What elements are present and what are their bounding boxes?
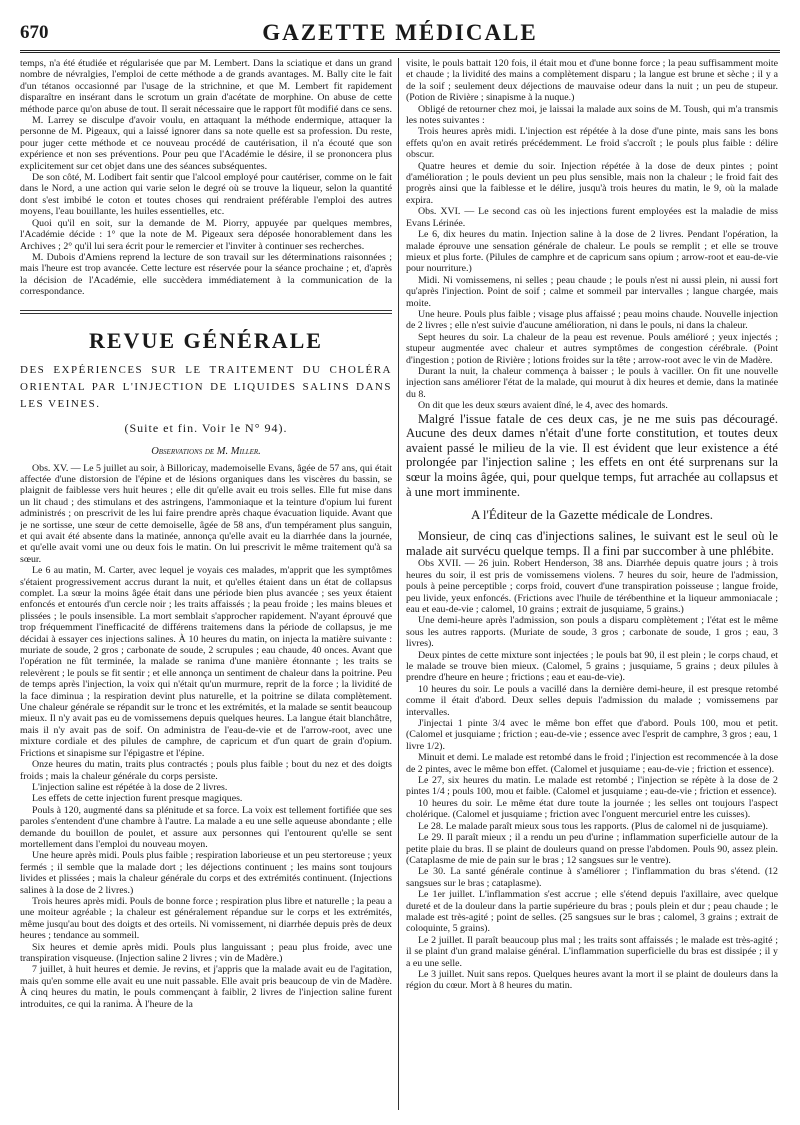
paragraph: Le 27, six heures du matin. Le malade est retombé ; l'injection se répète à la dose de 2 pintes 1/4 ; pouls 100, mou et faible. (Calomel et jusquiame ; eau-de-vie ; friction et essence). — [406, 775, 778, 798]
paragraph: visite, le pouls battait 120 fois, il était mou et d'une bonne force ; la peau suffisamment moite et chaude ; la lividité des mains a complètement disparu ; la langue est brune et sèche ; il y a de la soif ; seulement deux déjections de mauvaise odeur dans la nuit ; un peu de stupeur. (Potion de Rivière ; sinapisme à la nuque.) — [406, 58, 778, 104]
paragraph: Trois heures après midi. Pouls de bonne force ; respiration plus libre et naturelle ; la peau a une moiteur agréable ; la chaleur est généralement répandue sur le corps et les extrémités, même jusqu'au bout des doigts et des orteils. Ni vomissement, ni diarrhée depuis près de deux heures ; tendance au sommeil. — [20, 895, 392, 942]
paragraph: Le 3 juillet. Nuit sans repos. Quelques heures avant la mort il se plaint de douleurs dans la région du cœur. Mort à 8 heures du matin. — [406, 968, 778, 992]
paragraph: Trois heures après midi. L'injection est répétée à la dose d'une pinte, mais sans les bons effets qu'on en avait retirés précédemment. Le froid s'accroît ; le pouls plus faible : délire obscur. — [406, 126, 778, 161]
paragraph-large: Monsieur, de cinq cas d'injections salines, le suivant est le seul où le malade ait survécu quelque temps. Il a fini par succomber à une phlébite. — [406, 529, 778, 558]
section-title: REVUE GÉNÉRALE — [89, 327, 323, 353]
paragraph: Six heures et demie après midi. Pouls plus languissant ; peau plus froide, avec une transpiration visqueuse. (Injection saline 2 livres ; vin de Madère.) — [20, 941, 392, 964]
paragraph: 10 heures du soir. Le pouls a vacillé dans la dernière demi-heure, il est presque retombé comme il était d'abord. Deux selles depuis l'admission du malade ; vomissemens par intervalles. — [406, 683, 778, 718]
paragraph: M. Dubois d'Amiens reprend la lecture de son travail sur les déterminations raisonnées ; mais l'heure est trop avancée. Cette lecture est réservée pour la séance prochaine ; et, d'après la décision de l'Académie, elle succèdera immédiatement à la communication de la correspondance. — [20, 251, 392, 298]
paragraph: Le 29. Il paraît mieux ; il a rendu un peu d'urine ; inflammation superficielle autour de la petite plaie du bras. Il se plaint de douleurs quand on presse l'abdomen. Pouls 90, assez plein. (Cataplasme de mie de pain sur le bras ; 12 sangsues sur le ventre). — [406, 832, 778, 866]
paragraph: temps, n'a été étudiée et régularisée que par M. Lembert. Dans la sciatique et dans un grand nombre de névralgies, l'emploi de cette méthode a de grands avantages. M. Bally cite le fait d'un tétanos occasionné par l'usage de la strichnine, et que M. Lembert fit rapidement disparaître en insérant dans le scrotum un grain d'acétate de morphine. On abuse de cette méthode parce qu'on abuse de tout. Il serait nécessaire que le rapport fût modifié dans ce sens. — [20, 58, 392, 115]
paragraph: Le 1er juillet. L'inflammation s'est accrue ; elle s'étend depuis l'axillaire, avec quelque dureté et de la douleur dans la partie supérieure du bras ; pouls plein et dur ; peau chaude ; le malade est très-agité ; point de selles. (25 sangsues sur le bras ; calomel, 3 grains ; extrait de coloquinte, 5 grains). — [406, 889, 778, 935]
paragraph: L'injection saline est répétée à la dose de 2 livres. — [32, 781, 228, 793]
paragraph: Minuit et demi. Le malade est retombé dans le froid ; l'injection est recommencée à la dose de 2 pintes, avec le même bon effet. (Calomel et jusquiame ; eau-de-vie ; friction et essence). — [406, 752, 778, 775]
paragraph: J'injectai 1 pinte 3/4 avec le même bon effet que d'abord. Pouls 100, mou et petit. (Calomel et jusquiame ; friction ; eau-de-vie ; essence avec l'esprit de camphre, 3 gros ; eau, 1 livre 1/2). — [406, 718, 778, 752]
paragraph: Les effets de cette injection furent presque magiques. — [32, 793, 243, 805]
observations-heading: Observations de M. Miller. — [151, 445, 261, 457]
right-column — [406, 58, 778, 1110]
paragraph: Durant la nuit, la chaleur commença à baisser ; le pouls à vaciller. On fit une nouvelle injection sans améliorer l'état de la malade, qui mourut à dix heures et demie, dans la matinée du 8. — [406, 365, 778, 400]
page-number: 670 — [20, 22, 49, 43]
paragraph: De son côté, M. Lodibert fait sentir que l'alcool employé pour cautériser, comme on le fait dans le Nord, a une action qui varie selon le degré où se trouve la liqueur, selon la quantité dont s'est imbibé le coton et toutes choses qui rendraient préférable l'emploi des autres moyens, l'eau bouillante, les huiles essentielles, etc. — [20, 172, 392, 218]
paragraph: Deux pintes de cette mixture sont injectées ; le pouls bat 90, il est plein ; le corps chaud, et le malade se trouve bien mieux. (Calomel, 5 grains ; jusquiame, 5 grains ; deux pilules à prendre d'heure en heure ; frictions ; eau et eau-de-vie). — [406, 649, 778, 684]
columns — [20, 58, 780, 1110]
paragraph: Onze heures du matin, traits plus contractés ; pouls plus faible ; bout du nez et des doigts froids ; mais la chaleur générale du corps persiste. — [20, 759, 392, 782]
paragraph: Obs XVII. — 26 juin. Robert Henderson, 38 ans. Diarrhée depuis quatre jours ; à trois heures du soir, il est pris de vomissemens violens. 7 heures du soir, heure de l'admission, pouls à peine perceptible ; corps froid, couvert d'une transpiration poisseuse ; langue froide, peu livide, yeux enfoncés. (Frictions avec l'huile de térébenthine et la liqueur ammoniacale ; eau et eau-de-vie ; calomel, 10 grains ; extrait de jusquiame, 5 grains.) — [406, 558, 778, 615]
paragraph: On dit que les deux sœurs avaient dîné, le 4, avec des homards. — [418, 400, 668, 412]
paragraph: Une heure. Pouls plus faible ; visage plus affaissé ; peau moins chaude. Nouvelle injection de 2 livres ; elle n'est suivie d'aucune amélioration, ni dans le pouls, ni dans la chaleur. — [406, 308, 778, 332]
editor-heading: A l'Éditeur de la Gazette médicale de Londres. — [470, 507, 714, 523]
paragraph: Pouls à 120, augmenté dans sa plénitude et sa force. La voix est tellement fortifiée que ses paroles s'entendent d'une chambre à l'autre. La malade a eu une selle aqueuse abondante ; elle demande du bouillon de poulet, et assure aux personnes qui l'entourent qu'elle se sent mortellement dans l'emploi du nouveau moyen. — [20, 804, 392, 850]
paragraph: Sept heures du soir. La chaleur de la peau est revenue. Pouls amélioré ; yeux injectés ; stupeur augmentée avec chaleur et autres symptômes de congestion cérébrale. (Point d'ingestion ; potion de Rivière ; lotions froides sur la tête ; arrow-root avec le vin de Madère. — [406, 331, 778, 366]
paragraph: Le 6, dix heures du matin. Injection saline à la dose de 2 livres. Pendant l'opération, la malade éprouve une sensation générale de chaleur. Le pouls se remplit ; et elle se trouve mieux et plus forte. (Pilules de camphre et de capricum sans opium ; arrow-root et eau-de-vie pour nourriture.) — [406, 229, 778, 275]
journal-title: GAZETTE MÉDICALE — [262, 20, 538, 45]
continuation-note: (Suite et fin. Voir le N° 94). — [124, 420, 288, 435]
left-column — [20, 58, 392, 1110]
paragraph: Obs. XV. — Le 5 juillet au soir, à Billoricay, mademoiselle Evans, âgée de 57 ans, qui était affectée d'une distorsion de l'épine et de lésions organiques dans les viscères du bassin, se plaignit de faiblesse vers huit heures ; elle dit qu'elle avait eu trois selles. Elle fut mise dans un lit chaud ; des stimulans et des astringens, l'ammoniaque et la teinture d'opium lui furent administrés ; on prescrivit de les lui faire prendre après chaque évacuation liquide. Avant que je ne sortisse, une sœur de cette demoiselle, âgée de 58 ans, d'un tempérament plus sanguin, et qui avait été absente dans la matinée, annonça qu'elle avait eu la diarrhée dans la journée, et qu'elle avait vomi une ou deux fois le matin. On lui prescrivit le même traitement qu'à sa sœur. — [20, 462, 392, 565]
paragraph: 10 heures du soir. Le même état dure toute la journée ; les selles ont toujours l'aspect cholérique. (Calomel et jusquiame ; friction avec l'onguent mercuriel entre les cuisses). — [406, 797, 778, 821]
paragraph: Le 30. La santé générale continue à s'améliorer ; l'inflammation du bras s'étend. (12 sangsues sur le bras ; cataplasme). — [406, 866, 778, 889]
section-subtitle: DES EXPÉRIENCES SUR LE TRAITEMENT DU CHOLÉRA ORIENTAL PAR L'INJECTION DE LIQUIDES SALINS DANS LES VEINES. — [20, 363, 392, 410]
page-header — [20, 20, 780, 53]
paragraph: Quoi qu'il en soit, sur la demande de M. Piorry, appuyée par quelques membres, l'Académie décide : 1° que la note de M. Pigeaux sera déposée honorablement dans les Archives ; 2° qu'il lui sera écrit pour le remercier et l'inviter à continuer ses recherches. — [20, 217, 392, 252]
paragraph: Obs. XVI. — Le second cas où les injections furent employées est la maladie de miss Evans Lérinée. — [406, 206, 778, 229]
paragraph: Le 6 au matin, M. Carter, avec lequel je voyais ces malades, m'apprit que les symptômes s'étaient progressivement accrus durant la nuit, et qu'elles étaient dans un état de collapsus complet. La sœur la moins âgée était dans une période bien plus avancée ; ses yeux étaient enfoncés et entourés d'un cercle noir ; les traits affaissés ; la peau froide ; les mains bleues et plissées ; le pouls insensible. La mort semblait s'approcher rapidement. N'ayant éprouvé que trop fréquemment l'inefficacité de différens traitemens dans la période de collapsus, je me décidai à essayer ces injections salines. À 10 heures du matin, on injecta la matière suivante : muriate de soude, 2 gros ; carbonate de soude, 2 scrupules ; eau chaude, 40 onces. Avant que l'opération ne fût terminée, la malade se ranima d'une manière étonnante ; les traits se relevèrent ; le pouls se fit sentir ; et elle annonça un sentiment de chaleur dans la poitrine. Peu de temps après l'injection, la voix qui n'était qu'un murmure, reprit de la force ; la lividité de la face diminua ; la respiration devint plus naturelle, et la poitrine se dilata complètement. Une chaleur générale se répandit sur le tronc et les extrémités, et la malade se sentit beaucoup mieux. Il n'y avait pas eu de vomissemens depuis quelques heures. La langue était blanchâtre, mais il n'y avait pas de soif. On administra de l'eau-de-vie et de l'arrow-root, avec une mixture cordiale et des pilules de camphre, de capricum et d'un quart de grain d'opium. Frictions et sinapisme sur l'épigastre et l'épine. — [20, 565, 392, 759]
paragraph: Le 28. Le malade paraît mieux sous tous les rapports. (Plus de calomel ni de jusquiame). — [418, 820, 768, 832]
paragraph-large: Malgré l'issue fatale de ces deux cas, je ne me suis pas découragé. Aucune des deux dames n'était d'une forte constitution, et toutes deux avaient passé le milieu de la vie. Il est évident que leur existence a été prolongée par l'injection saline ; les effets en ont été surprenans sur la sœur la moins âgée, qui, pour quelque temps, fut arrachée au collapsus et à une mort imminente. — [406, 411, 778, 499]
paragraph: Une demi-heure après l'admission, son pouls a disparu complètement ; l'état est le même sous les autres rapports. (Muriate de soude, 3 gros ; carbonate de soude, 1 gros ; eau, 3 livres). — [406, 615, 778, 650]
paragraph: Obligé de retourner chez moi, je laissai la malade aux soins de M. Toush, qui m'a transmis les notes suivantes : — [406, 103, 778, 127]
paragraph: Le 2 juillet. Il paraît beaucoup plus mal ; les traits sont affaissés ; le malade est très-agité ; il se plaint d'un grand malaise général. L'inflammation superficielle du bras est dissipée ; il y a eu une selle. — [406, 934, 778, 969]
paragraph: M. Larrey se disculpe d'avoir voulu, en attaquant la méthode endermique, attaquer la personne de M. Pigeaux, qui a laissé ignorer dans sa note quelle est sa profession. Du reste, pour juger cette méthode et ce nouveau procédé de cautérisation, il n'a écouté que son expérience et non ses préventions. Pour peu que l'Académie le désire, il se prononcera plus explicitement sur cet objet dans une des séances subséquentes. — [20, 115, 392, 172]
paragraph: 7 juillet, à huit heures et demie. Je revins, et j'appris que la malade avait eu de l'agitation, mais qu'en somme elle avait eu une nuit passable. Elle avait pris beaucoup de vin de Madère. À cinq heures du matin, le pouls commençant à faiblir, 2 livres de l'injection saline furent introduites, ce qui la ranima. À l'heure de la — [20, 964, 392, 1010]
paragraph: Quatre heures et demie du soir. Injection répétée à la dose de deux pintes ; point d'amélioration ; le pouls devient un peu plus sensible, mais non la chaleur ; le froid fait des progrès ainsi que la faiblesse et le délire, jusqu'à trois heures du matin, le 9, où la malade expira. — [406, 160, 778, 206]
paragraph: Midi. Ni vomissemens, ni selles ; peau chaude ; le pouls n'est ni aussi plein, ni aussi fort qu'après l'injection. Point de soif ; calme et sommeil par intervalles ; langue chargée, mais moite. — [406, 274, 778, 309]
journal-page — [20, 20, 780, 1110]
section-divider — [20, 310, 392, 314]
paragraph: Une heure après midi. Pouls plus faible ; respiration laborieuse et un peu stertoreuse ; yeux fermés ; il semble que la malade dort ; les déjections continuent ; les mains sont toujours livides et plissées ; mais la chaleur générale du corps et des extrémités continuent. (Injections salines à la dose de 2 livres.) — [20, 850, 392, 896]
